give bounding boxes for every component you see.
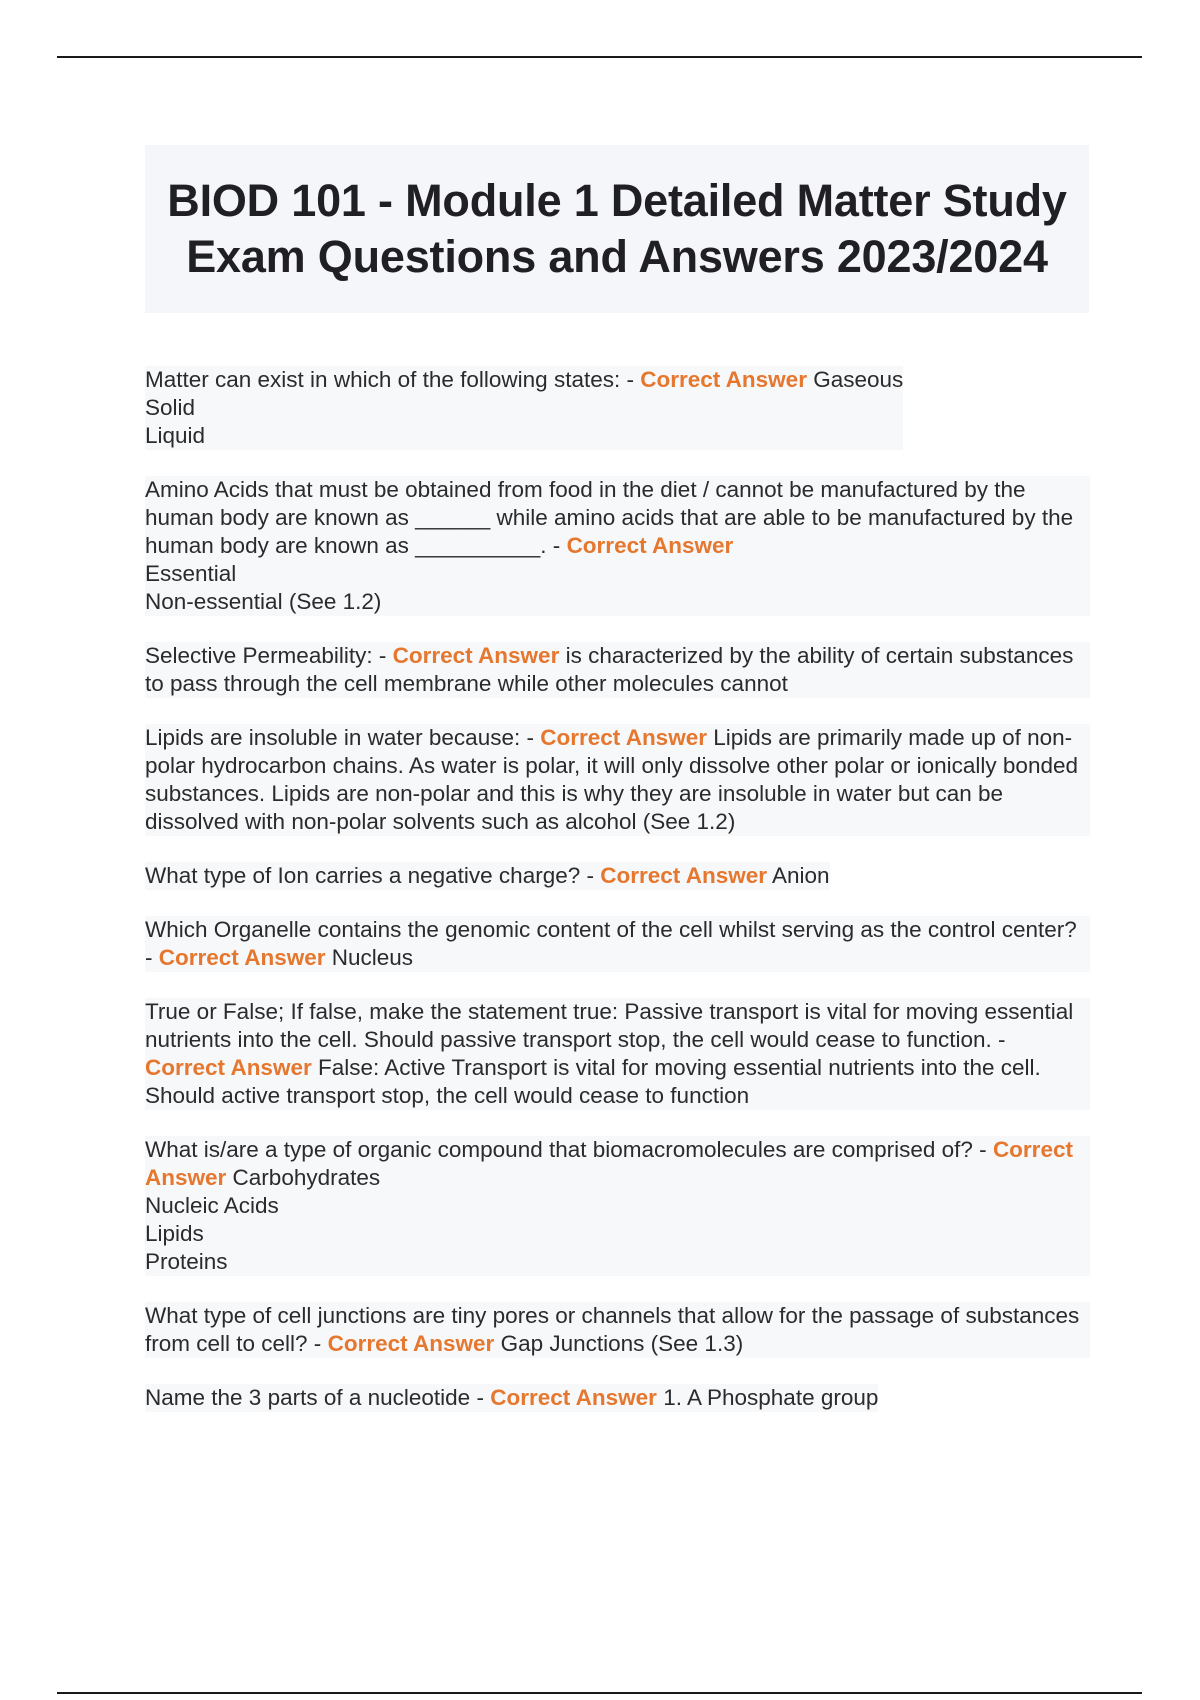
question-text: Name the 3 parts of a nucleotide - (145, 1385, 484, 1410)
correct-answer-label: Correct Answer (540, 725, 707, 750)
question-text: Lipids are insoluble in water because: - (145, 725, 534, 750)
answer-line: Solid (145, 395, 196, 420)
answer-text: Nucleus (331, 945, 414, 970)
top-rule (57, 56, 1142, 58)
qa-item (145, 1384, 878, 1412)
question-text: Selective Permeability: - (145, 643, 387, 668)
correct-answer-label: Correct Answer (640, 367, 807, 392)
answer-line: Liquid (145, 423, 206, 448)
qa-item (145, 476, 1090, 616)
correct-answer-label: Correct Answer (145, 1055, 312, 1080)
answer-line: Essential (145, 561, 237, 586)
answer-text: Gaseous (813, 367, 904, 392)
answer-text: Anion (772, 863, 830, 888)
qa-item (145, 366, 903, 450)
answer-text: Carbohydrates (232, 1165, 381, 1190)
correct-answer-label: Correct Answer (145, 1137, 1073, 1190)
question-text: True or False; If false, make the statement true: Passive transport is vital for moving essential nutrients into the cell. Should passive transport stop, the cell would cease to function. - (145, 999, 1074, 1052)
answer-line: Proteins (145, 1249, 228, 1274)
qa-item (145, 1136, 1090, 1276)
bottom-rule (57, 1692, 1142, 1694)
question-text: What type of Ion carries a negative charge? - (145, 863, 594, 888)
question-text: Which Organelle contains the genomic content of the cell whilst serving as the control center? - (145, 917, 1077, 970)
correct-answer-label: Correct Answer (158, 945, 326, 970)
correct-answer-label: Correct Answer (327, 1331, 495, 1356)
answer-line: Lipids (145, 1221, 204, 1246)
answer-text: Lipids are primarily made up of non-polar hydrocarbon chains. As water is polar, it will only dissolve other polar or ionically bonded substances. Lipids are non-polar and this is why they are insoluble in water but can be dissolved with non-polar solvents such as alcohol (See 1.2) (145, 725, 1078, 834)
qa-item (145, 916, 1090, 972)
answer-text: is characterized by the ability of certain substances to pass through the cell membrane while other molecules cannot (145, 643, 1074, 696)
title-banner (145, 145, 1089, 313)
correct-answer-label: Correct Answer (490, 1385, 657, 1410)
qa-item (145, 642, 1090, 698)
answer-text: Gap Junctions (See 1.3) (500, 1331, 744, 1356)
qa-list (145, 366, 1090, 1438)
correct-answer-label: Correct Answer (566, 533, 734, 558)
correct-answer-label: Correct Answer (600, 863, 767, 888)
question-text: Matter can exist in which of the following states: - (145, 367, 634, 392)
answer-text: False: Active Transport is vital for moving essential nutrients into the cell. Should active transport stop, the cell would cease to function (145, 1055, 1041, 1108)
answer-text: 1. A Phosphate group (663, 1385, 879, 1410)
answer-line: Nucleic Acids (145, 1193, 279, 1218)
qa-item (145, 998, 1090, 1110)
qa-item (145, 862, 830, 890)
question-text: Amino Acids that must be obtained from food in the diet / cannot be manufactured by the human body are known as ______ while amino acids that are able to be manufactured by the human body are known as __________. - (145, 477, 1074, 558)
correct-answer-label: Correct Answer (392, 643, 560, 668)
question-text: What type of cell junctions are tiny pores or channels that allow for the passage of substances from cell to cell? - (145, 1303, 1080, 1356)
question-text: What is/are a type of organic compound that biomacromolecules are comprised of? - (145, 1137, 987, 1162)
answer-line: Non-essential (See 1.2) (145, 589, 382, 614)
qa-item (145, 724, 1090, 836)
qa-item (145, 1302, 1090, 1358)
document-title: BIOD 101 - Module 1 Detailed Matter Study Exam Questions and Answers 2023/2024 (167, 175, 1067, 282)
